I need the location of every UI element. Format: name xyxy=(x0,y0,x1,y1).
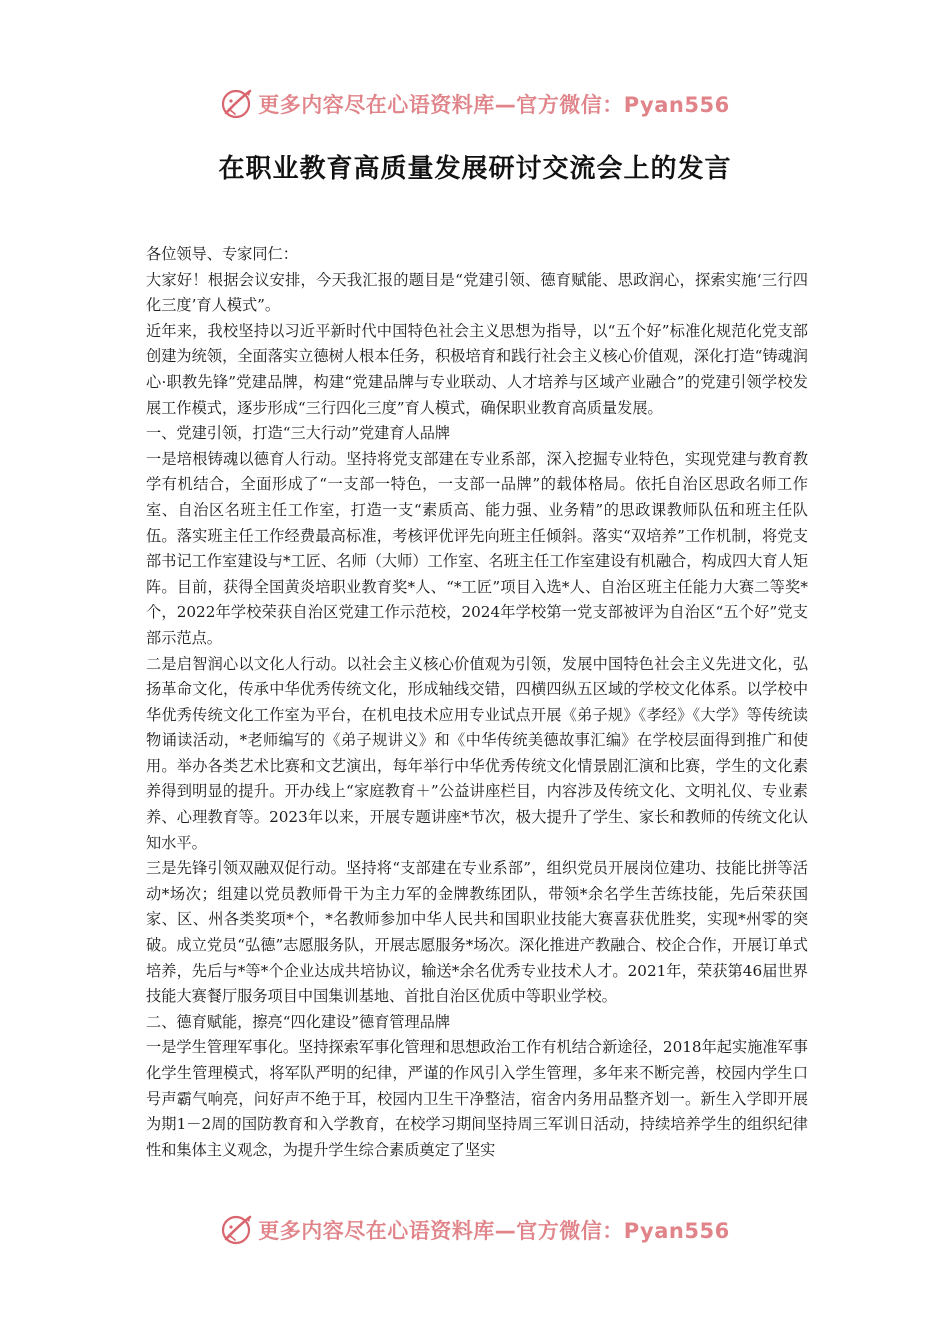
header-banner xyxy=(0,82,950,126)
footer-banner-text: 更多内容尽在心语资料库—官方微信：Pyan556 xyxy=(258,1219,730,1243)
header-banner-text: 更多内容尽在心语资料库—官方微信：Pyan556 xyxy=(258,93,730,117)
body-paragraph: 大家好！根据会议安排，今天我汇报的题目是“党建引领、德育赋能、思政润心，探索实施‘三行四化三度’育人模式”。 xyxy=(146,270,808,315)
brush-pen-logo-icon xyxy=(220,87,254,121)
brush-pen-logo-icon xyxy=(220,1213,254,1247)
body-paragraph: 三是先锋引领双融双促行动。坚持将“支部建在专业系部”，组织党员开展岗位建功、技能比拼等活动*场次；组建以党员教师骨干为主力军的金牌教练团队，带领*余名学生苦练技能，先后荣获国家、区、州各类奖项*个，*名教师参加中华人民共和国职业技能大赛喜获优胜奖，实现*州零的突破。成立党员“弘德”志愿服务队，开展志愿服务*场次。深化推进产教融合、校企合作，开展订单式培养，先后与*等*个企业达成共培协议，输送*余名优秀专业技术人才。2021年，荣获第46届世界技能大赛餐厅服务项目中国集训基地、首批自治区优质中等职业学校。 xyxy=(146,859,808,1006)
body-paragraph: 一是培根铸魂以德育人行动。坚持将党支部建在专业系部，深入挖掘专业特色，实现党建与教育教学有机结合，全面形成了“一支部一特色，一支部一品牌”的载体格局。依托自治区思政名师工作室、自治区名班主任工作室，打造一支“素质高、能力强、业务精”的思政课教师队伍和班主任队伍。落实班主任工作经费最高标准，考核评优评先向班主任倾斜。落实“双培养”工作机制，将党支部书记工作室建设与*工匠、名师（大师）工作室、名班主任工作室建设有机融合，构成四大育人矩阵。目前，获得全国黄炎培职业教育奖*人、“*工匠”项目入选*人、自治区班主任能力大赛二等奖*个，2022年学校荣获自治区党建工作示范校，2024年学校第一党支部被评为自治区“五个好”党支部示范点。 xyxy=(146,449,808,647)
footer-banner xyxy=(0,1208,950,1252)
document-title: 在职业教育高质量发展研讨交流会上的发言 xyxy=(218,154,732,184)
body-paragraph: 近年来，我校坚持以习近平新时代中国特色社会主义思想为指导，以“五个好”标准化规范化党支部创建为统领，全面落实立德树人根本任务，积极培育和践行社会主义核心价值观，深化打造“铸魂润心·职教先锋”党建品牌，构建“党建品牌与专业联动、人才培养与区域产业融合”的党建引领学校发展工作模式，逐步形成“三行四化三度”育人模式，确保职业教育高质量发展。 xyxy=(146,321,808,417)
section-heading: 二、德育赋能，擦亮“四化建设”德育管理品牌 xyxy=(146,1012,451,1031)
body-paragraph: 一是学生管理军事化。坚持探索军事化管理和思想政治工作有机结合新途径，2018年起实施准军事化学生管理模式，将军队严明的纪律，严谨的作风引入学生管理，多年来不断完善，校园内学生口号声霸气响亮，问好声不绝于耳，校园内卫生干净整洁，宿舍内务用品整齐划一。新生入学即开展为期1－2周的国防教育和入学教育，在校学习期间坚持周三军训日活动，持续培养学生的组织纪律性和集体主义观念，为提升学生综合素质奠定了坚实 xyxy=(146,1038,808,1159)
body-paragraph: 二是启智润心以文化人行动。以社会主义核心价值观为引领，发展中国特色社会主义先进文化，弘扬革命文化，传承中华优秀传统文化，形成轴线交错，四横四纵五区域的学校文化体系。以学校中华优秀传统文化工作室为平台，在机电技术应用专业试点开展《弟子规》《孝经》《大学》等传统读物诵读活动，*老师编写的《弟子规讲义》和《中华传统美德故事汇编》在学校层面得到推广和使用。举办各类艺术比赛和文艺演出，每年举行中华优秀传统文化情景剧汇演和比赛，学生的文化素养得到明显的提升。开办线上“家庭教育＋”公益讲座栏目，内容涉及传统文化、文明礼仪、专业素养、心理教育等。2023年以来，开展专题讲座*节次，极大提升了学生、家长和教师的传统文化认知水平。 xyxy=(146,654,808,852)
section-heading: 一、党建引领，打造“三大行动”党建育人品牌 xyxy=(146,424,451,443)
document-body xyxy=(146,242,808,1163)
salutation: 各位领导、专家同仁： xyxy=(146,245,298,263)
